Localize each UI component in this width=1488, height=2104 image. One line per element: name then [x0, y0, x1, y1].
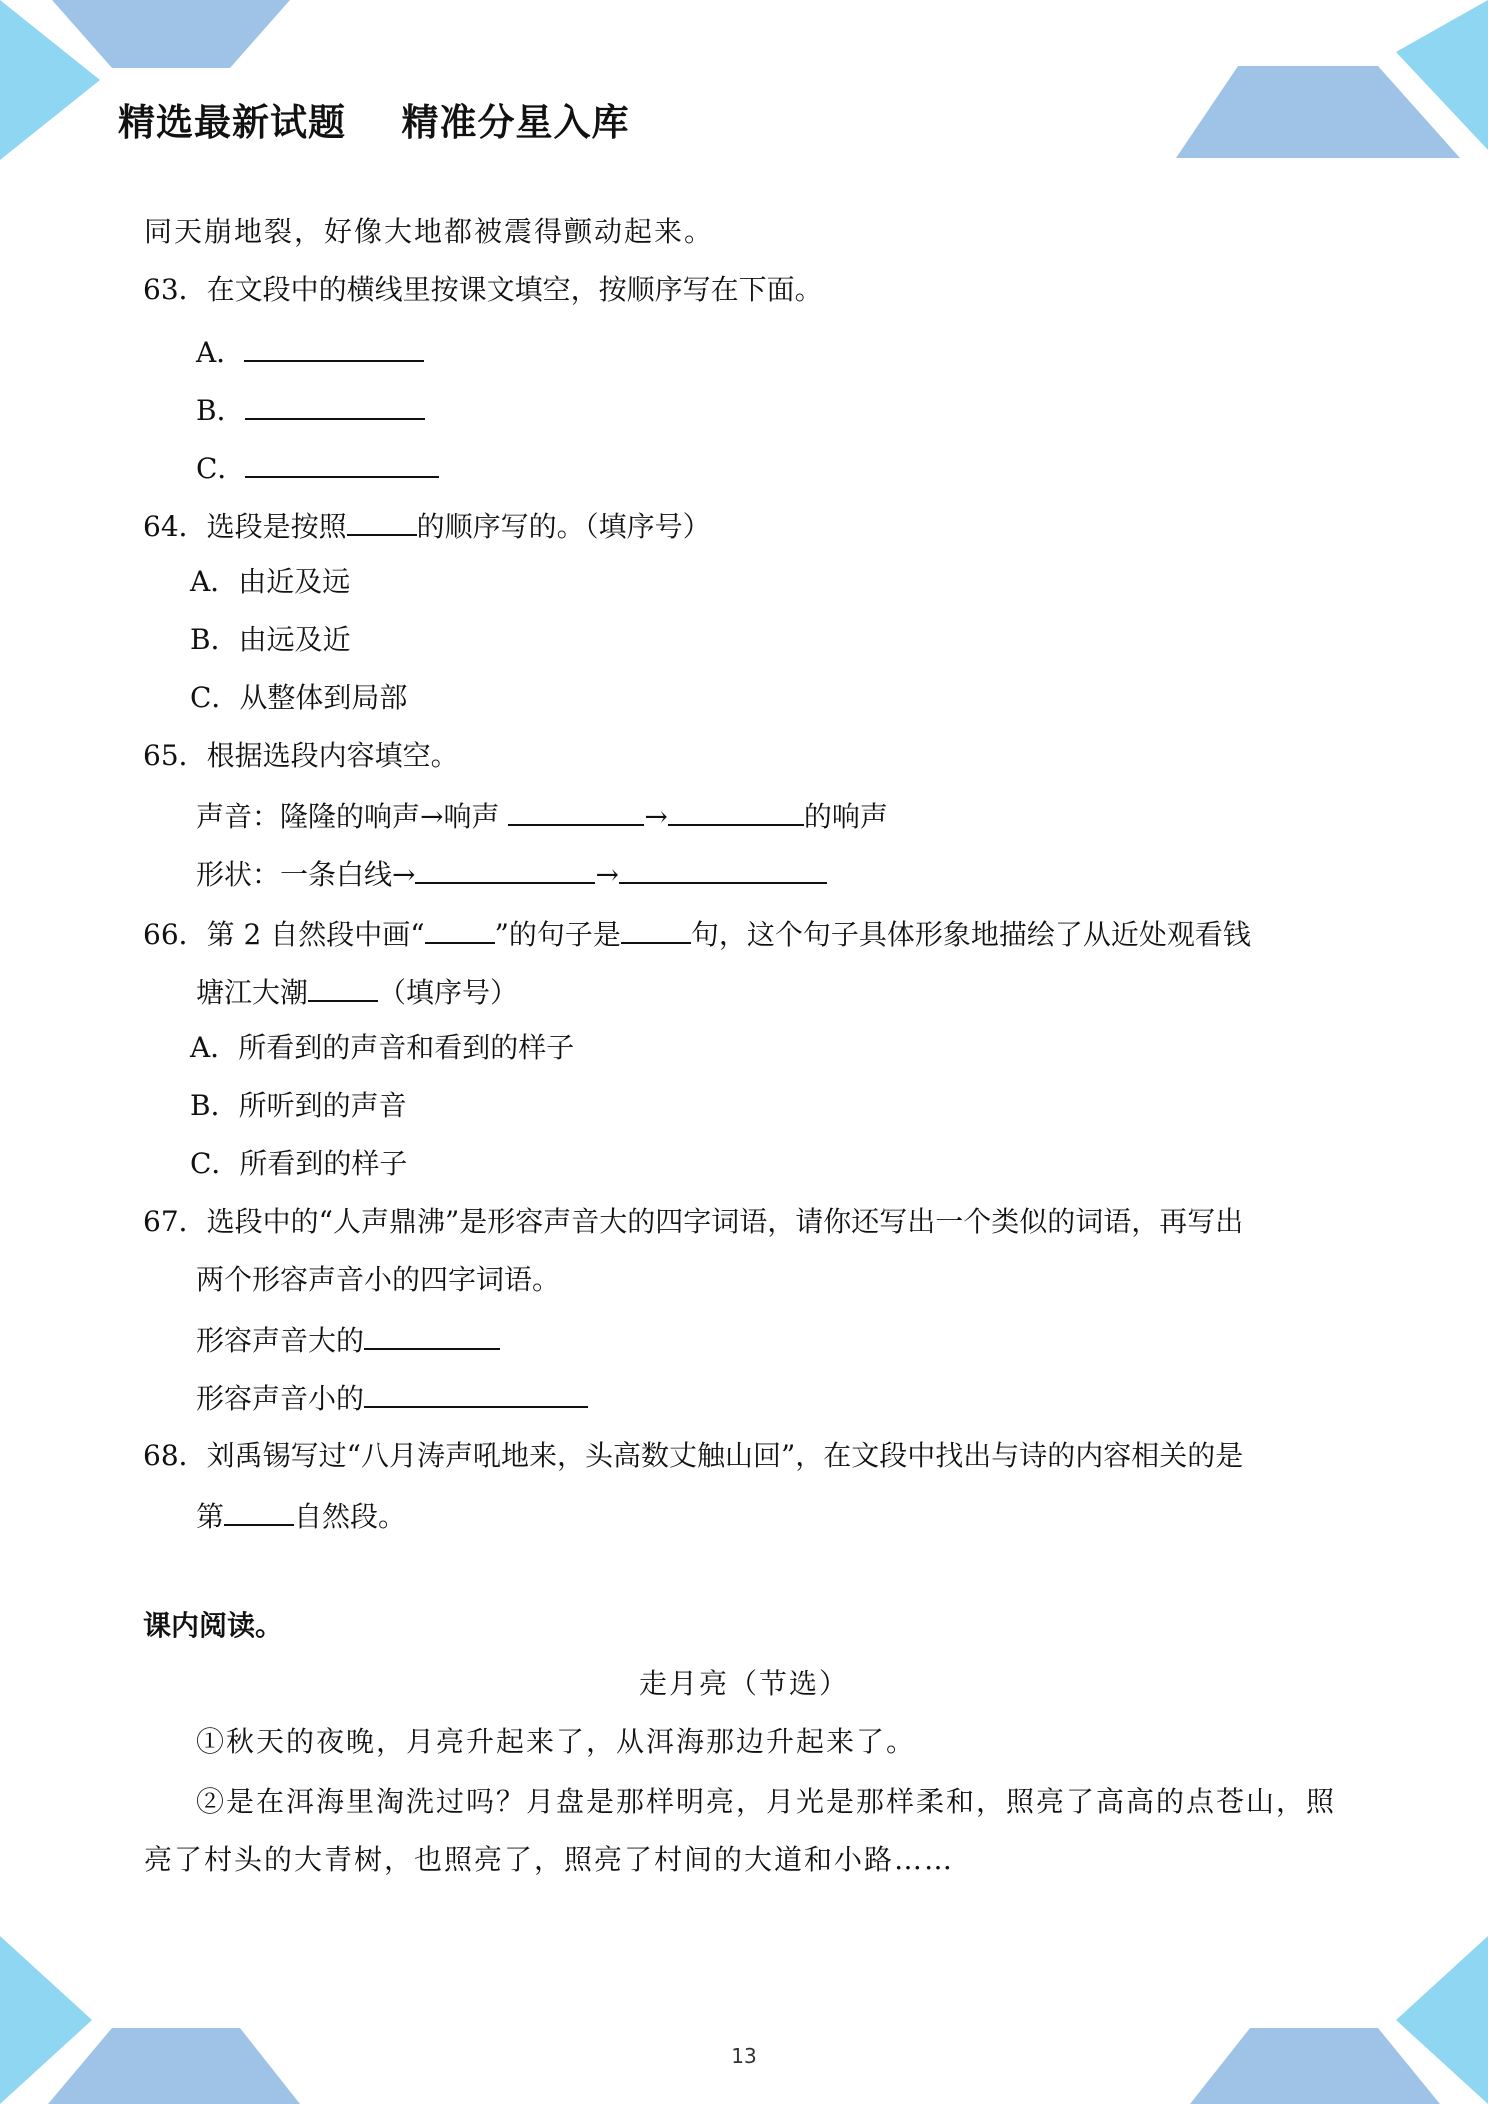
- q66-option-c: C．所看到的样子: [190, 1147, 408, 1180]
- q63-answer-a: [196, 330, 424, 373]
- question-text-post: 自然段。: [294, 1500, 407, 1533]
- question-number: 63．: [143, 273, 207, 306]
- arrow: →: [595, 858, 619, 891]
- question-text: 根据选段内容填空。: [206, 739, 459, 772]
- passage-paragraph-2-cont: 亮了村头的大青树，也照亮了，照亮了村间的大道和小路……: [144, 1843, 955, 1876]
- question-66: [143, 912, 1251, 955]
- question-64: [143, 504, 711, 547]
- q63-answer-b: [196, 388, 425, 431]
- question-67: [143, 1202, 1243, 1242]
- question-68-line2: [196, 1494, 406, 1537]
- question-text-post: 的顺序写的。（填序号）: [416, 510, 711, 543]
- answer-blank[interactable]: [224, 1494, 294, 1526]
- question-number: 65．: [143, 739, 207, 772]
- option-label: A．: [196, 336, 245, 369]
- question-number: 66．: [143, 918, 207, 951]
- answer-blank[interactable]: [415, 852, 595, 884]
- question-67-line2: 两个形容声音小的四字词语。: [196, 1263, 561, 1296]
- question-65: [143, 736, 459, 776]
- q64-option-a: A．由近及远: [190, 565, 351, 598]
- question-text-3: 句，这个句子具体形象地描绘了从近处观看钱: [690, 918, 1251, 951]
- question-text: 选段中的“人声鼎沸”是形容声音大的四字词语，请你还写出一个类似的词语，再写出: [206, 1205, 1244, 1238]
- answer-blank[interactable]: [621, 912, 691, 944]
- answer-blank[interactable]: [245, 446, 439, 478]
- shape-prefix: 形状：一条白线→: [196, 858, 416, 891]
- question-68: [143, 1436, 1243, 1476]
- passage-paragraph-2: ②是在洱海里淘洗过吗？月盘是那样明亮，月光是那样柔和，照亮了高高的点苍山，照: [196, 1785, 1337, 1818]
- question-text-pre: 选段是按照: [206, 510, 347, 543]
- q64-option-c: C．从整体到局部: [190, 681, 408, 714]
- corner-trapezoid-top-right: [1176, 66, 1460, 158]
- quiet-label: 形容声音小的: [196, 1382, 365, 1415]
- section-title: 课内阅读。: [143, 1609, 284, 1642]
- q67-quiet-line: [196, 1376, 588, 1419]
- q66-option-a: A．所看到的声音和看到的样子: [190, 1031, 575, 1064]
- answer-blank[interactable]: [364, 1318, 500, 1350]
- question-66-line2: [196, 970, 518, 1013]
- corner-trapezoid-top-left: [52, 0, 290, 68]
- answer-blank[interactable]: [619, 852, 827, 884]
- question-text: 在文段中的横线里按课文填空，按顺序写在下面。: [206, 273, 823, 306]
- header-title: 精选最新试题 精准分星入库: [118, 101, 630, 144]
- question-text-pre: 第: [196, 1500, 225, 1533]
- answer-blank[interactable]: [364, 1376, 588, 1408]
- answer-blank[interactable]: [244, 330, 424, 362]
- q63-answer-c: [196, 446, 439, 489]
- question-number: 68．: [143, 1439, 207, 1472]
- answer-blank[interactable]: [245, 388, 425, 420]
- question-text-5: （填序号）: [378, 976, 519, 1009]
- q65-shape-line: [196, 852, 827, 895]
- answer-blank[interactable]: [668, 794, 804, 826]
- question-text-4: 塘江大潮: [196, 976, 309, 1009]
- arrow: →: [644, 800, 668, 833]
- question-text-1: 第 2 自然段中画“: [206, 918, 425, 951]
- question-number: 67．: [143, 1205, 207, 1238]
- sound-suffix: 的响声: [803, 800, 888, 833]
- question-text-2: ”的句子是: [494, 918, 621, 951]
- option-label: C．: [196, 452, 246, 485]
- question-63: [143, 270, 823, 310]
- answer-blank[interactable]: [308, 970, 378, 1002]
- question-number: 64．: [143, 510, 207, 543]
- sound-prefix: 声音：隆隆的响声→响声: [196, 800, 509, 833]
- continuation-line: 同天崩地裂，好像大地都被震得颤动起来。: [144, 215, 715, 248]
- passage-title: 走月亮（节选）: [638, 1667, 849, 1700]
- q67-loud-line: [196, 1318, 500, 1361]
- passage-paragraph-1: ①秋天的夜晚，月亮升起来了，从洱海那边升起来了。: [196, 1725, 917, 1758]
- option-label: B．: [196, 394, 245, 427]
- answer-blank[interactable]: [347, 504, 417, 536]
- q64-option-b: B．由远及近: [190, 623, 351, 656]
- q65-sound-line: [196, 794, 888, 837]
- page-number: 13: [731, 2044, 757, 2068]
- question-text: 刘禹锡写过“八月涛声吼地来，头高数丈触山回”，在文段中找出与诗的内容相关的是: [206, 1439, 1244, 1472]
- answer-blank[interactable]: [425, 912, 495, 944]
- loud-label: 形容声音大的: [196, 1324, 365, 1357]
- q66-option-b: B．所听到的声音: [190, 1089, 407, 1122]
- answer-blank[interactable]: [508, 794, 644, 826]
